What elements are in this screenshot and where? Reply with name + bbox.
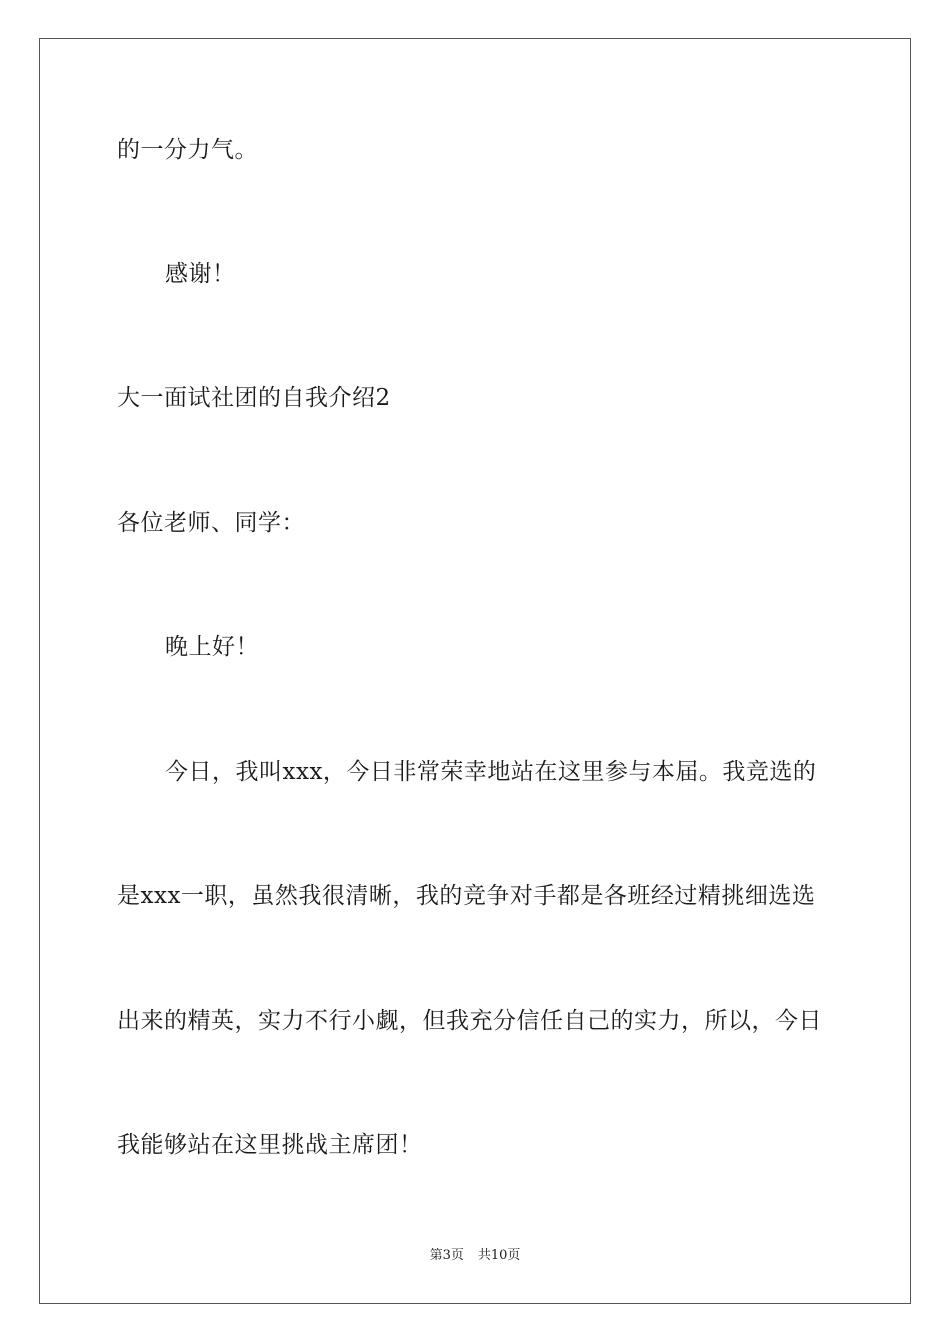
page-total: 共10页: [477, 1248, 521, 1263]
paragraph-line: 的一分力气。: [117, 137, 258, 163]
page-border: [39, 38, 911, 1304]
paragraph-line: 是xxx一职，虽然我很清晰，我的竞争对手都是各班经过精挑细选选: [117, 883, 816, 909]
greeting: 晚上好！: [165, 634, 259, 660]
salutation: 各位老师、同学：: [117, 510, 305, 536]
paragraph-line: 今日，我叫xxx，今日非常荣幸地站在这里参与本届。我竞选的: [165, 759, 817, 785]
page-footer: [0, 1247, 950, 1265]
paragraph-line: 我能够站在这里挑战主席团！: [117, 1132, 423, 1158]
paragraph-line: 出来的精英，实力不行小觑，但我充分信任自己的实力，所以，今日: [117, 1008, 822, 1034]
page-number: 第3页: [429, 1248, 464, 1263]
section-heading: 大一面试社团的自我介绍2: [117, 385, 391, 411]
paragraph-line: 感谢！: [165, 261, 236, 287]
